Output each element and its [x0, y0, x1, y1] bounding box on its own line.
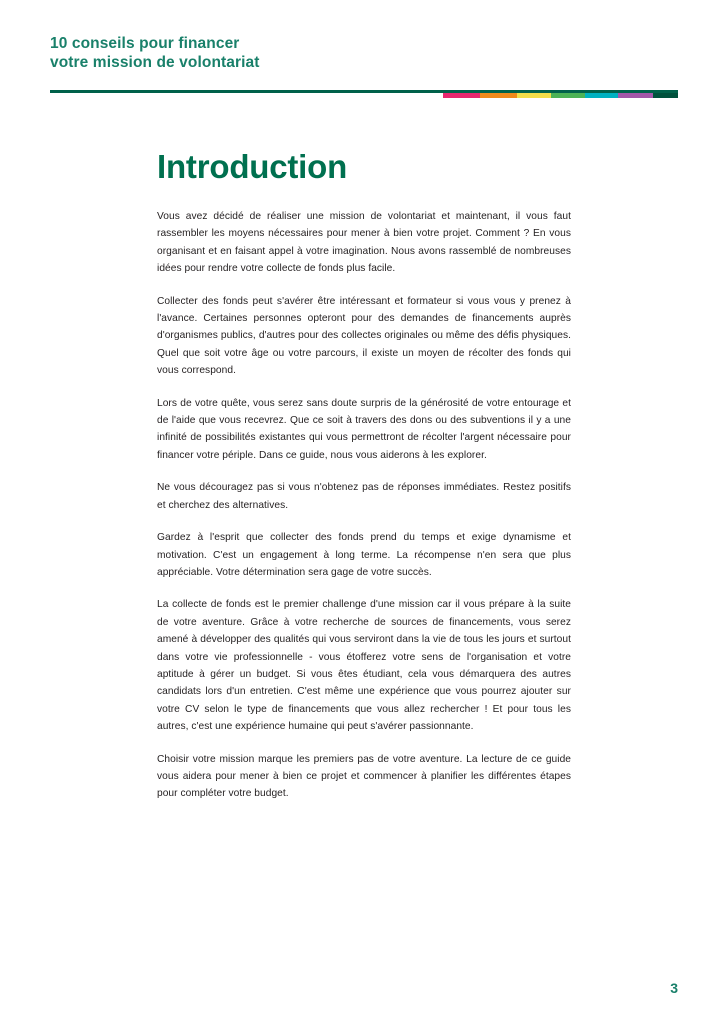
- document-header: [50, 34, 678, 72]
- body-paragraph: Ne vous découragez pas si vous n'obtenez pas de réponses immédiates. Restez positifs et cherchez des alternatives.: [157, 482, 571, 511]
- color-strip-segment-pink: [443, 93, 480, 98]
- color-strip-segment-green: [551, 93, 585, 98]
- paragraph-list: [157, 208, 571, 803]
- color-strip-segment-cyan: [585, 93, 618, 98]
- body-paragraph: Lors de votre quête, vous serez sans doute surpris de la générosité de votre entourage et de l'aide que vous recevrez. Que ce soit à travers des dons ou des subventions il y a une infinité de possibilités existantes qui vous permettront de récolter l'argent nécessaire pour financer votre périple. Dans ce guide, nous vous aiderons à les explorer.: [157, 397, 571, 461]
- color-strip-segment-orange: [480, 93, 517, 98]
- color-strip-segment-yellow: [517, 93, 551, 98]
- color-strip-segment-purple: [618, 93, 653, 98]
- header-title: [50, 34, 678, 72]
- body-paragraph: Collecter des fonds peut s'avérer être intéressant et formateur si vous vous y prenez à l'avance. Certaines personnes opteront pour des demandes de financements auprès d'organismes publics, d'autres pour des collectes originales ou même des défis physiques. Quel que soit votre âge ou votre parcours, il existe un moyen de récolter des fonds qui vous correspond.: [157, 295, 571, 377]
- page-number: 3: [670, 980, 678, 996]
- body-paragraph: Vous avez décidé de réaliser une mission de volontariat et maintenant, il vous faut rassembler les moyens nécessaires pour mener à bien votre projet. Comment ? En vous organisant et en faisant appel à votre imagination. Nous avons rassemblé de nombreuses idées pour rendre votre collecte de fonds plus facile.: [157, 211, 571, 275]
- document-body: [157, 148, 571, 803]
- color-strip-segment-dark-green: [653, 93, 678, 98]
- body-paragraph: Choisir votre mission marque les premiers pas de votre aventure. La lecture de ce guide vous aidera pour mener à bien ce projet et commencer à planifier les différentes étapes pour compléter votre budget.: [157, 753, 571, 800]
- page-title: Introduction: [157, 148, 348, 185]
- body-paragraph: Gardez à l'esprit que collecter des fonds prend du temps et exige dynamisme et motivation. C'est un engagement à long terme. La récompense n'en sera que plus appréciable. Votre détermination sera gage de votre succès.: [157, 532, 571, 578]
- header-title-line-1: 10 conseils pour financer: [50, 35, 240, 52]
- header-rule-group: [50, 90, 678, 100]
- brand-color-strip: [443, 93, 678, 98]
- body-paragraph: La collecte de fonds est le premier challenge d'une mission car il vous prépare à la suite de votre aventure. Grâce à votre recherche de sources de financements, vous serez amené à développer des qualités qui vous serviront dans la vie de tous les jours et surtout dans votre vie professionnelle - vous étofferez votre sens de l'organisation et votre aptitude à gérer un budget. Si vous êtes étudiant, cela vous démarquera des autres candidats lors d'un entretien. C'est même une expérience que vous pourrez ajouter sur votre CV selon le type de financements que vous allez rechercher ! Et pour tous les autres, c'est une expérience humaine qui peut s'avérer passionnante.: [157, 599, 571, 733]
- header-title-line-2: votre mission de volontariat: [50, 54, 260, 71]
